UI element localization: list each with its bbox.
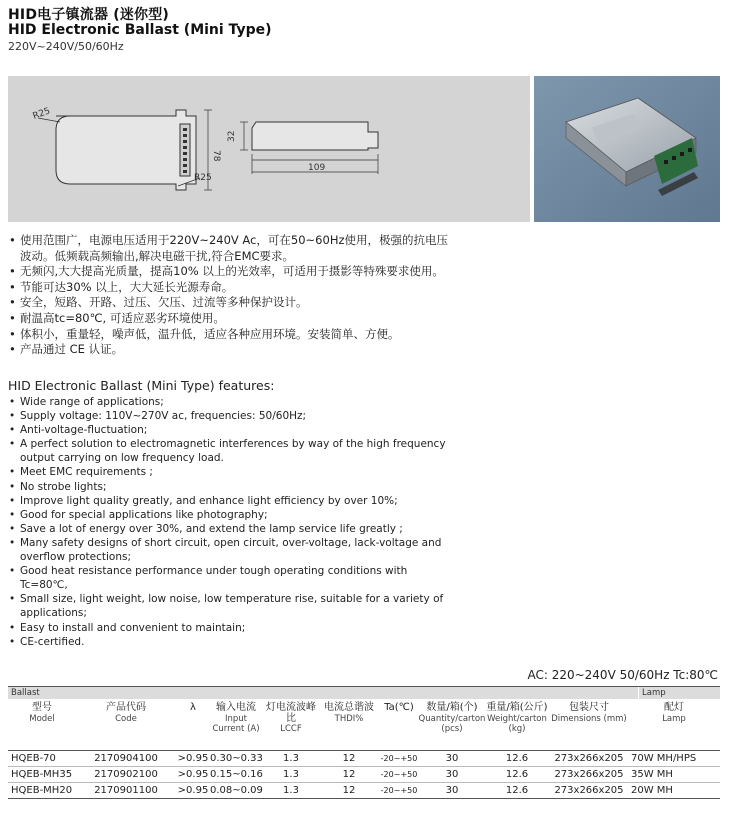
- side-height-label: 32: [227, 130, 237, 142]
- header-code: 产品代码 Code: [106, 702, 146, 724]
- list-item: • Small size, light weight, low noise, low temperature rise, suitable for a variety of applications;: [8, 592, 448, 620]
- list-item: • Save a lot of energy over 30%, and extend the lamp service life greatly ;: [8, 522, 448, 536]
- dimension-drawing-svg: [8, 76, 530, 222]
- list-item: • Anti-voltage-fluctuation;: [8, 423, 448, 437]
- list-item: • No strobe lights;: [8, 480, 448, 494]
- group-separator: [638, 687, 639, 699]
- group-label-lamp: Lamp: [642, 688, 666, 698]
- table-group-row: [8, 686, 720, 699]
- list-item: • 安全，短路、开路、过压、欠压、过流等多种保护设计。: [8, 295, 448, 311]
- product-photo: [534, 76, 720, 222]
- list-item: • Improve light quality greatly, and enhance light efficiency by over 10%;: [8, 494, 448, 508]
- header-model: 型号 Model: [29, 702, 55, 724]
- spec-note: AC: 220~240V 50/60Hz Tc:80℃: [527, 668, 718, 682]
- page-title-cn: HID电子镇流器 (迷你型): [8, 7, 170, 23]
- features-heading-en: HID Electronic Ballast (Mini Type) features:: [8, 378, 275, 393]
- list-item: • 使用范围广，电源电压适用于220V~240V Ac，可在50~60Hz使用，极强的抗电压波动。低频载高频输出,解决电磁干扰,符合EMC要求。: [8, 233, 448, 264]
- height-label: 78: [211, 150, 221, 162]
- header-ta: Ta(℃): [384, 702, 414, 713]
- features-list-cn: [8, 233, 448, 358]
- group-label-ballast: Ballast: [11, 688, 40, 698]
- header-weight: 重量/箱(公斤) Weight/carton (kg): [486, 702, 548, 734]
- page-title-en: HID Electronic Ballast (Mini Type): [8, 22, 272, 38]
- voltage-subtitle: 220V~240V/50/60Hz: [8, 40, 124, 53]
- technical-drawing: [8, 76, 530, 222]
- list-item: • A perfect solution to electromagnetic interferences by way of the high frequency output carrying on low frequency load.: [8, 437, 448, 465]
- list-item: • 节能可达30% 以上，大大延长光源寿命。: [8, 280, 448, 296]
- list-item: • Meet EMC requirements ;: [8, 465, 448, 479]
- list-item: • Supply voltage: 110V~270V ac, frequencies: 50/60Hz;: [8, 409, 448, 423]
- side-view-outline: [252, 122, 378, 150]
- header-quantity: 数量/箱(个) Quantity/carton (pcs): [418, 702, 486, 734]
- header-input-current: 输入电流 Input Current (A): [212, 702, 260, 734]
- table-row: HQEB-MH35 2170902100 >0.95 0.15~0.16 1.3 12 -20~+50 30 12.6 273x266x205 35W MH: [8, 767, 720, 783]
- radius-label-top: R25: [31, 106, 52, 122]
- table-row: HQEB-70 2170904100 >0.95 0.30~0.33 1.3 12 -20~+50 30 12.6 273x266x205 70W MH/HPS: [8, 751, 720, 767]
- spec-table: [8, 686, 720, 799]
- length-label: 109: [308, 163, 326, 173]
- table-row: HQEB-MH20 2170901100 >0.95 0.08~0.09 1.3 12 -20~+50 30 12.6 273x266x205 20W MH: [8, 783, 720, 799]
- ballast-illustration: [534, 76, 720, 222]
- list-item: • CE-certified.: [8, 635, 448, 649]
- features-list-en: [8, 395, 448, 649]
- list-item: • 无频闪,大大提高光质量，提高10% 以上的光效率，可适用于摄影等特殊要求使用。: [8, 264, 448, 280]
- header-lccf: 灯电流波峰比 LCCF: [266, 702, 316, 734]
- list-item: • Many safety designs of short circuit, open circuit, over-voltage, lack-voltage and overflow protections;: [8, 536, 448, 564]
- header-thdi: 电流总谐波 THDI%: [324, 702, 374, 724]
- radius-label-bottom: R25: [194, 173, 212, 183]
- list-item: • Easy to install and convenient to maintain;: [8, 621, 448, 635]
- list-item: • 产品通过 CE 认证。: [8, 342, 448, 358]
- header-lamp: 配灯 Lamp: [662, 702, 686, 724]
- list-item: • Good for special applications like photography;: [8, 508, 448, 522]
- list-item: • 体积小，重量轻，噪声低，温升低，适应各种应用环境。安装简单、方便。: [8, 327, 448, 343]
- top-view-outline: [56, 110, 196, 190]
- table-header-row: [8, 699, 720, 751]
- list-item: • 耐温高tc=80℃, 可适应恶劣环境使用。: [8, 311, 448, 327]
- header-dimensions: 包装尺寸 Dimensions (mm): [551, 702, 627, 724]
- list-item: • Wide range of applications;: [8, 395, 448, 409]
- list-item: • Good heat resistance performance under tough operating conditions with Tc=80℃,: [8, 564, 448, 592]
- header-lambda: λ: [190, 702, 196, 713]
